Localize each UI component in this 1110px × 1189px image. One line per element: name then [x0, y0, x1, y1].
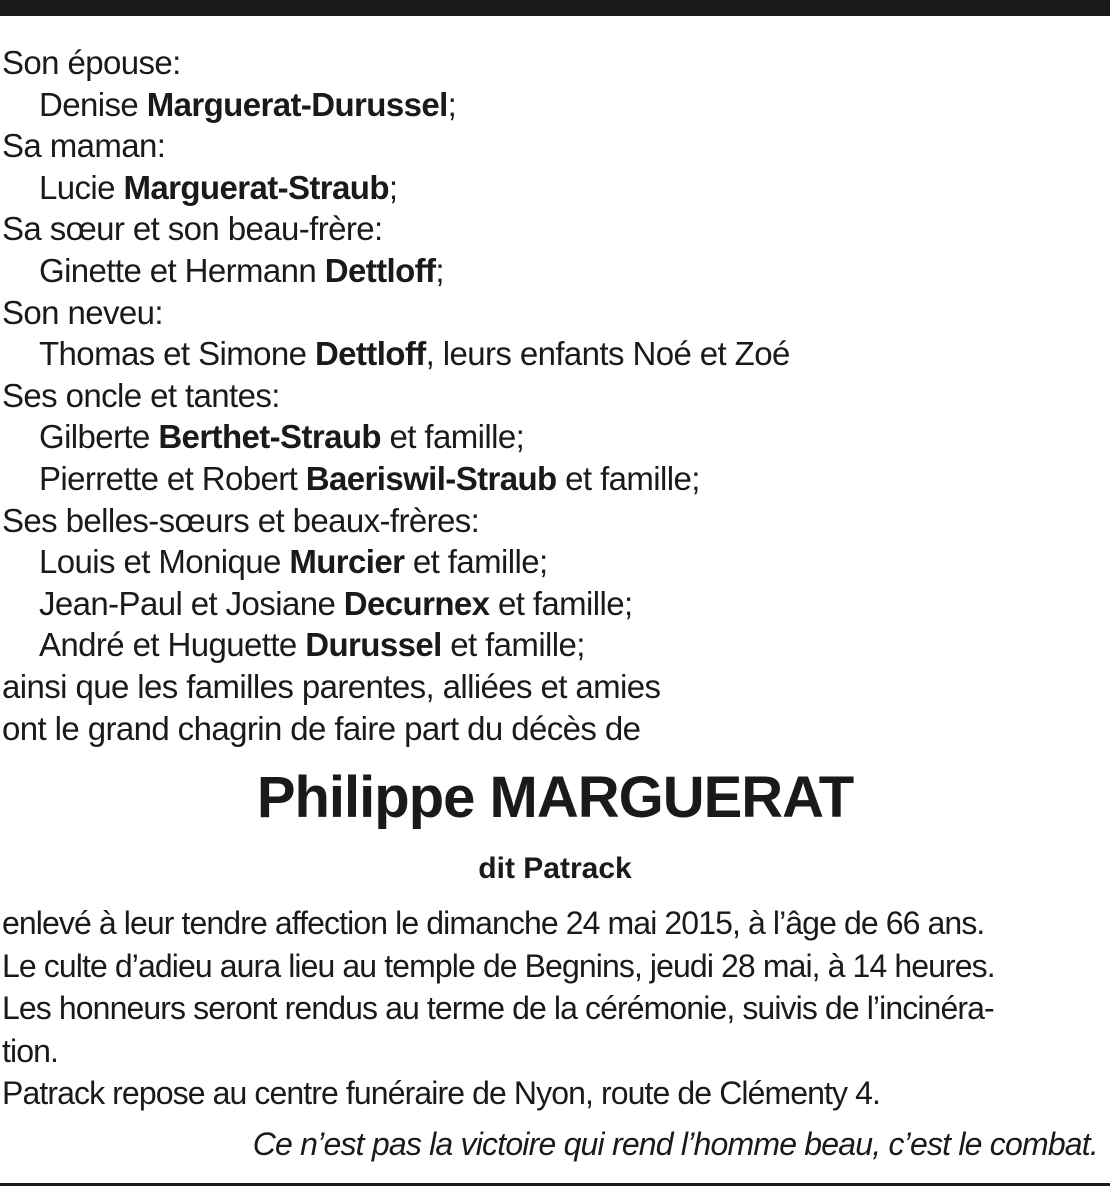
nephew-entry	[2, 333, 1102, 375]
inlaw2-entry	[2, 583, 1102, 625]
inlaws-label: Ses belles-sœurs et beaux-frères:	[2, 501, 480, 539]
aunt1-surname: Berthet-Straub	[158, 418, 381, 456]
sister-label: Sa sœur et son beau-frère:	[2, 210, 383, 248]
aunt2-end: et famille;	[556, 459, 700, 497]
spouse-label: Son épouse:	[2, 44, 181, 81]
inlaw2-end: et famille;	[489, 584, 633, 622]
aunt2-first: Pierrette et Robert	[39, 459, 306, 497]
funeral-details	[2, 902, 1102, 1115]
sister-first: Ginette et Hermann	[39, 251, 325, 289]
mother-surname: Marguerat-Straub	[123, 168, 389, 206]
inlaw2-surname: Decurnex	[343, 584, 490, 622]
aunt1-first: Gilberte	[39, 418, 159, 456]
mother-label: Sa maman:	[2, 127, 166, 165]
aunt1-entry	[2, 416, 1102, 458]
motto-quote: Ce n’est pas la victoire qui rend l’homme beau, c’est le combat.	[252, 1126, 1098, 1162]
details-line-1: enlevé à leur tendre affection le dimanche 24 mai 2015, à l’âge de 66 ans.	[2, 905, 985, 941]
spouse-surname: Marguerat-Durussel	[146, 85, 448, 123]
details-line-2: Le culte d’adieu aura lieu au temple de Begnins, jeudi 28 mai, à 14 heures.	[2, 947, 995, 984]
sister-end: ;	[435, 251, 444, 289]
inlaw3-surname: Durussel	[305, 626, 442, 664]
spouse-end: ;	[447, 85, 457, 123]
spouse-first: Denise	[39, 85, 147, 123]
deceased-nickname: dit Patrack	[478, 852, 632, 885]
inlaw2-first: Jean-Paul et Josiane	[39, 584, 344, 622]
sister-surname: Dettloff	[324, 251, 436, 289]
inlaw3-entry	[2, 624, 1102, 666]
inlaw1-first: Louis et Monique	[39, 543, 290, 581]
deceased-name: Philippe MARGUERAT	[256, 765, 854, 830]
mother-first: Lucie	[39, 168, 124, 206]
details-line-5: Patrack repose au centre funéraire de Nyon, route de Clémenty 4.	[2, 1075, 881, 1111]
spouse-entry	[2, 84, 1102, 126]
aunts-label: Ses oncle et tantes:	[2, 376, 280, 414]
nephew-surname: Dettloff	[314, 335, 426, 373]
closing-line-2: ont le grand chagrin de faire part du décès de	[2, 709, 641, 747]
sister-entry	[2, 250, 1102, 292]
inlaw1-entry	[2, 541, 1102, 583]
inlaw3-first: André et Huguette	[39, 626, 306, 664]
closing-line-1: ainsi que les familles parentes, alliées et amies	[2, 667, 661, 705]
inlaw3-end: et famille;	[441, 626, 585, 664]
top-rule	[0, 0, 1110, 16]
aunt1-end: et famille;	[380, 418, 525, 456]
inlaw1-end: et famille;	[404, 543, 548, 581]
aunt2-entry	[2, 458, 1102, 500]
nephew-label: Son neveu:	[2, 293, 163, 331]
mother-entry	[2, 167, 1102, 209]
aunt2-surname: Baeriswil-Straub	[305, 459, 557, 497]
inlaw1-surname: Murcier	[289, 543, 405, 581]
details-line-4: tion.	[2, 1032, 58, 1069]
family-list	[2, 42, 1102, 749]
bottom-rule	[0, 1183, 1110, 1186]
nephew-end: , leurs enfants Noé et Zoé	[425, 335, 790, 373]
mother-end: ;	[388, 168, 398, 206]
details-line-3: Les honneurs seront rendus au terme de la cérémonie, suivis de l’incinéra-	[2, 990, 994, 1026]
nephew-first: Thomas et Simone	[39, 335, 315, 373]
